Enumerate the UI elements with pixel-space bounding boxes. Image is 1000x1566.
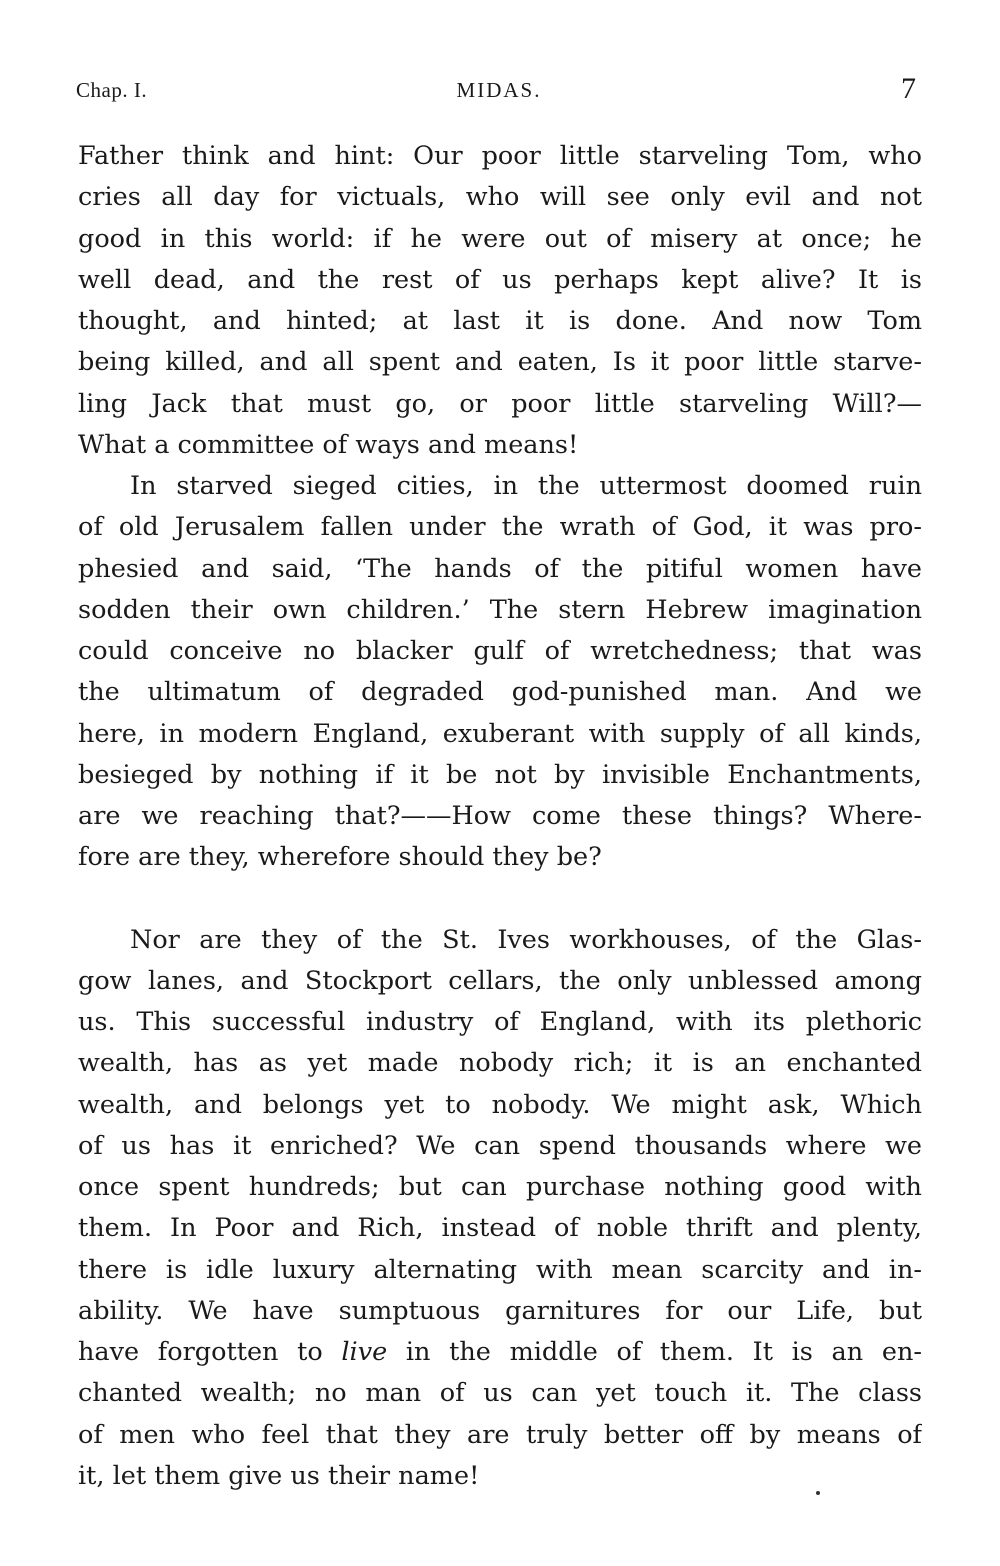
text-line: besieged by nothing if it be not by invisible Enchantments, [78, 759, 922, 790]
text-line: are we reaching that?——How come these things? Where- [78, 801, 922, 831]
italic-word: live [341, 1337, 388, 1367]
paragraph-1 [78, 136, 922, 466]
text-line: In starved sieged cities, in the uttermost doomed ruin [130, 471, 922, 501]
text-line: of men who feel that they are truly better off by means of [78, 1419, 922, 1450]
text-line: sodden their own children.’ The stern Hebrew imagination [78, 594, 922, 625]
text-line: ling Jack that must go, or poor little starveling Will?— [78, 388, 922, 419]
page-number: 7 [901, 72, 916, 105]
text-segment: in the middle of them. It is an en- [405, 1337, 922, 1367]
paragraph-2 [78, 466, 922, 879]
text-line: once spent hundreds; but can purchase nothing good with [78, 1172, 922, 1202]
text-line: cries all day for victuals, who will see only evil and not [78, 182, 922, 213]
text-line: us. This successful industry of England, with its plethoric [78, 1007, 922, 1037]
chapter-label: Chap. I. [76, 78, 148, 102]
text-line-with-italic [78, 1332, 922, 1373]
text-line: wealth, and belongs yet to nobody. We might ask, Which [78, 1089, 922, 1120]
text-line: there is idle luxury alternating with mean scarcity and in- [78, 1254, 922, 1285]
text-segment: have forgotten to [78, 1337, 323, 1367]
text-line: it, let them give us their name! [78, 1460, 480, 1491]
text-line: Father think and hint: Our poor little starveling Tom, who [78, 141, 922, 171]
text-line: them. In Poor and Rich, instead of noble thrift and plenty, [78, 1213, 922, 1244]
text-line: of us has it enriched? We can spend thousands where we [78, 1130, 922, 1161]
text-line: ability. We have sumptuous garnitures for our Life, but [78, 1295, 922, 1326]
text-line: here, in modern England, exuberant with supply of all kinds, [78, 718, 922, 749]
running-title: MIDAS. [456, 78, 542, 102]
text-line: could conceive no blacker gulf of wretchedness; that was [78, 636, 922, 666]
text-line: thought, and hinted; at last it is done. And now Tom [78, 306, 922, 336]
text-line: What a committee of ways and means! [78, 429, 579, 460]
text-line: wealth, has as yet made nobody rich; it is an enchanted [78, 1048, 922, 1079]
text-line: chanted wealth; no man of us can yet touch it. The class [78, 1378, 922, 1409]
text-line: Nor are they of the St. Ives workhouses, of the Glas- [130, 924, 922, 955]
text-line: of old Jerusalem fallen under the wrath of God, it was pro- [78, 512, 922, 543]
paragraph-3 [78, 920, 922, 1498]
text-line: well dead, and the rest of us perhaps kept alive? It is [78, 264, 922, 295]
text-line: good in this world: if he were out of misery at once; he [78, 223, 922, 254]
ink-speck [816, 1491, 820, 1495]
body-text [78, 136, 922, 1497]
text-line: gow lanes, and Stockport cellars, the only unblessed among [78, 965, 922, 996]
running-header [76, 72, 922, 112]
text-line: phesied and said, ‘The hands of the pitiful women have [78, 553, 922, 584]
text-line: the ultimatum of degraded god-punished man. And we [78, 677, 922, 708]
text-line: fore are they, wherefore should they be? [78, 842, 602, 873]
text-line: being killed, and all spent and eaten, Is it poor little starve- [78, 347, 922, 378]
